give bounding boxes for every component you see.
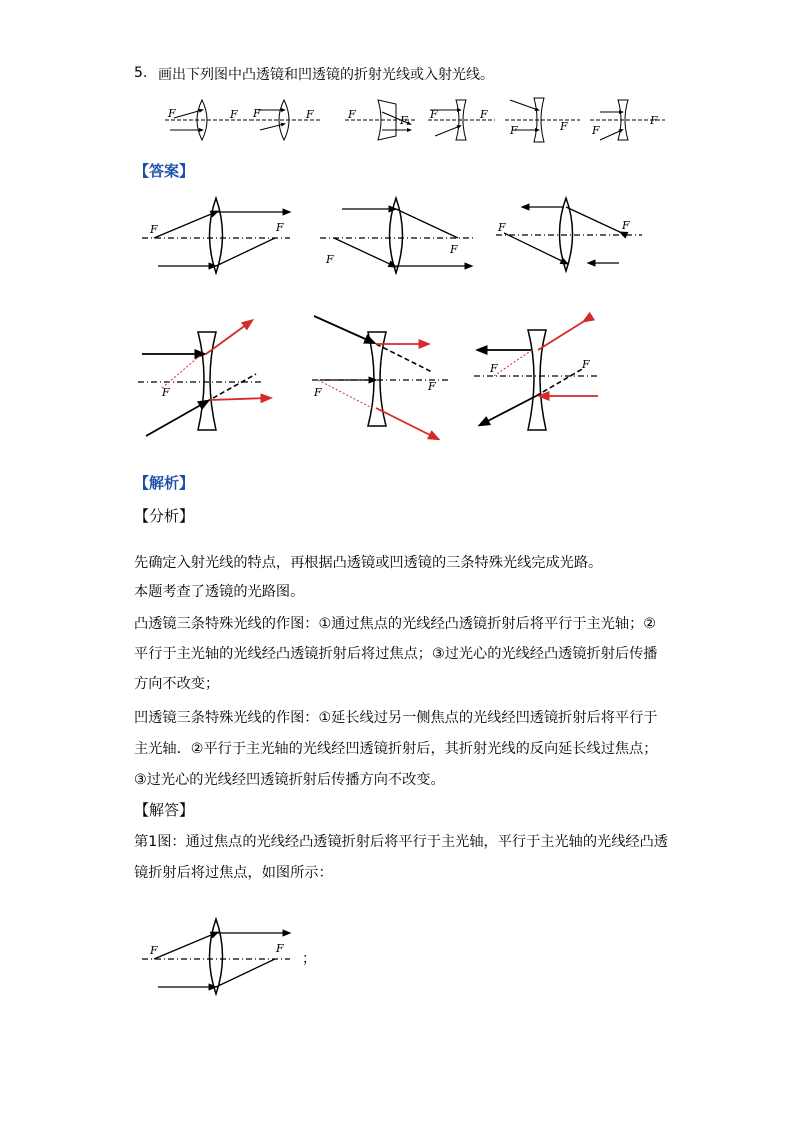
analysis-line-3: 凸透镜三条特殊光线的作图：①通过焦点的光线经凸透镜折射后将平行于主光轴；② bbox=[134, 616, 657, 632]
qfig-concave-2 bbox=[505, 98, 580, 142]
focus-label: F bbox=[498, 221, 506, 234]
answer-concave-figure-2 bbox=[310, 312, 460, 440]
answer-convex-figure-3 bbox=[494, 195, 644, 275]
focus-label: F bbox=[430, 108, 438, 121]
answer-tag: 【答案】 bbox=[134, 162, 195, 180]
focus-label: F bbox=[348, 108, 356, 121]
solution-convex-figure-1 bbox=[140, 916, 290, 996]
focus-label: F bbox=[168, 107, 176, 120]
focus-label: F bbox=[622, 219, 630, 232]
qfig-concave-1 bbox=[428, 100, 495, 140]
question-number: 5. bbox=[134, 65, 148, 81]
focus-label: F bbox=[314, 386, 322, 399]
focus-label: F bbox=[490, 362, 498, 375]
answer-convex-figure-1 bbox=[140, 195, 290, 275]
focus-label: F bbox=[326, 253, 334, 266]
qfig-convex-2 bbox=[250, 100, 320, 140]
analysis-line-6: 凹透镜三条特殊光线的作图：①延长线过另一侧焦点的光线经凹透镜折射后将平行于 bbox=[134, 710, 658, 726]
focus-label: F bbox=[592, 124, 600, 137]
analysis-line-1: 先确定入射光线的特点，再根据凸透镜或凹透镜的三条特殊光线完成光路。 bbox=[134, 555, 603, 571]
focus-label: F bbox=[428, 380, 436, 393]
question-text: 画出下列图中凸透镜和凹透镜的折射光线或入射光线。 bbox=[158, 67, 494, 83]
fenxi-tag: 【分析】 bbox=[134, 507, 195, 525]
focus-label: F bbox=[560, 120, 568, 133]
analysis-line-7: 主光轴．②平行于主光轴的光线经凹透镜折射后，其折射光线的反向延长线过焦点； bbox=[134, 741, 658, 757]
answer-concave-figure-3 bbox=[472, 316, 602, 436]
qfig-convex-1 bbox=[165, 100, 255, 140]
focus-label: F bbox=[650, 114, 658, 127]
solution-line-2: 镜折射后将过焦点，如图所示： bbox=[134, 865, 333, 881]
focus-label: F bbox=[276, 221, 284, 234]
trailing-semicolon: ； bbox=[302, 951, 316, 967]
focus-label: F bbox=[480, 108, 488, 121]
qfig-convex-3 bbox=[345, 100, 415, 140]
focus-label: F bbox=[150, 223, 158, 236]
focus-label: F bbox=[253, 107, 261, 120]
focus-label: F bbox=[162, 386, 170, 399]
answer-concave-figure-1 bbox=[136, 318, 266, 436]
analysis-line-2: 本题考查了透镜的光路图。 bbox=[134, 584, 305, 600]
analysis-tag: 【解析】 bbox=[134, 474, 195, 492]
focus-label: F bbox=[230, 108, 238, 121]
focus-label: F bbox=[582, 358, 590, 371]
jieda-tag: 【解答】 bbox=[134, 801, 195, 819]
focus-label: F bbox=[306, 108, 314, 121]
analysis-line-5: 方向不改变； bbox=[134, 676, 220, 692]
answer-convex-figure-2 bbox=[318, 195, 478, 275]
focus-label: F bbox=[510, 124, 518, 137]
focus-label: F bbox=[450, 243, 458, 256]
solution-line-1: 第1图：通过焦点的光线经凸透镜折射后将平行于主光轴，平行于主光轴的光线经凸透 bbox=[134, 834, 668, 850]
question-figures bbox=[160, 96, 670, 146]
analysis-line-8: ③过光心的光线经凹透镜折射后传播方向不改变。 bbox=[134, 772, 445, 788]
analysis-line-4: 平行于主光轴的光线经凸透镜折射后将过焦点；③过光心的光线经凸透镜折射后传播 bbox=[134, 646, 658, 662]
focus-label: F bbox=[276, 942, 284, 955]
focus-label: F bbox=[400, 114, 408, 127]
qfig-concave-3 bbox=[590, 100, 665, 140]
focus-label: F bbox=[150, 944, 158, 957]
